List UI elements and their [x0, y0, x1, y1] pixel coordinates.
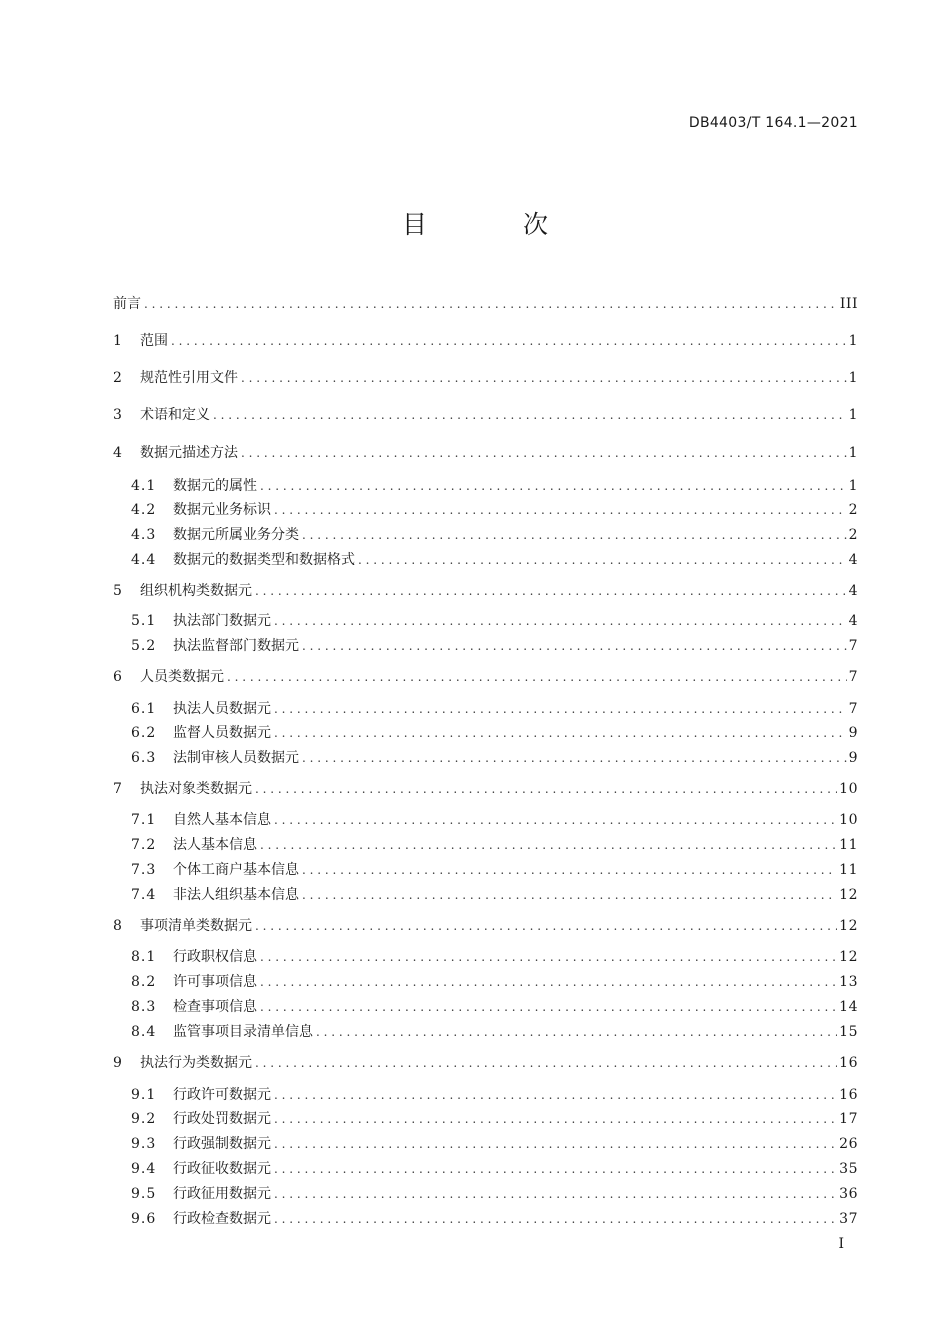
- toc-dot-leader: [274, 1084, 837, 1106]
- toc-entry-title: 个体工商户基本信息: [173, 862, 299, 878]
- toc-entry[interactable]: [113, 666, 858, 688]
- toc-dot-leader: [274, 698, 847, 720]
- toc-entry[interactable]: [131, 524, 858, 546]
- toc-entry-page: 13: [839, 974, 858, 990]
- toc-entry-page: 9: [848, 725, 858, 741]
- toc-entry-page: 15: [839, 1024, 858, 1040]
- toc-entry-number: 3: [113, 407, 122, 423]
- toc-entry-title: 执法部门数据元: [173, 613, 271, 629]
- toc-entry-number: 5.1: [131, 613, 157, 629]
- toc-entry-page: 10: [839, 781, 858, 797]
- toc-dot-leader: [274, 610, 847, 632]
- toc-entry[interactable]: [131, 610, 858, 632]
- toc-entry-page: 4: [848, 552, 858, 568]
- toc-dot-leader: [274, 722, 847, 744]
- toc-entry-page: 16: [839, 1055, 858, 1071]
- toc-entry[interactable]: [113, 367, 858, 389]
- toc-entry-title: 法人基本信息: [173, 837, 257, 853]
- toc-dot-leader: [260, 834, 837, 856]
- toc-dot-leader: [302, 859, 837, 881]
- toc-dot-leader: [260, 946, 837, 968]
- toc-entry-page: 36: [839, 1186, 858, 1202]
- toc-entry-number: 9.5: [131, 1186, 157, 1202]
- toc-entry-page: 1: [848, 370, 858, 386]
- toc-entry[interactable]: [131, 1183, 858, 1205]
- toc-dot-leader: [302, 524, 847, 546]
- toc-entry-page: 10: [839, 812, 858, 828]
- toc-entry[interactable]: [113, 915, 858, 937]
- toc-entry[interactable]: [131, 834, 858, 856]
- toc-entry[interactable]: [131, 747, 858, 769]
- toc-entry-page: 1: [848, 333, 858, 349]
- toc-entry[interactable]: [131, 499, 858, 521]
- toc-entry-page: 16: [839, 1087, 858, 1103]
- toc-entry-page: 12: [839, 887, 858, 903]
- toc-entry-number: 8.2: [131, 974, 157, 990]
- toc-entry[interactable]: [131, 475, 858, 497]
- toc-dot-leader: [171, 330, 847, 352]
- toc-entry-page: 14: [839, 999, 858, 1015]
- toc-entry-title: 术语和定义: [140, 407, 210, 423]
- toc-entry-page: 1: [848, 478, 858, 494]
- document-code: DB4403/T 164.1—2021: [688, 115, 858, 131]
- toc-dot-leader: [302, 747, 847, 769]
- toc-entry-title: 行政许可数据元: [173, 1087, 271, 1103]
- toc-entry-number: 4.3: [131, 527, 157, 543]
- toc-entry-page: 9: [848, 750, 858, 766]
- toc-entry[interactable]: [131, 996, 858, 1018]
- toc-entry-number: 8.1: [131, 949, 157, 965]
- toc-entry-page: 2: [848, 527, 858, 543]
- toc-entry[interactable]: [131, 1108, 858, 1130]
- toc-entry-number: 8.4: [131, 1024, 157, 1040]
- toc-entry-page: 2: [848, 502, 858, 518]
- toc-entry-number: 8.3: [131, 999, 157, 1015]
- toc-entry-number: 2: [113, 370, 122, 386]
- toc-dot-leader: [255, 915, 837, 937]
- toc-entry[interactable]: [113, 442, 858, 464]
- toc-dot-leader: [260, 475, 847, 497]
- toc-dot-leader: [255, 1052, 837, 1074]
- toc-entry-number: 6.1: [131, 701, 157, 717]
- toc-entry[interactable]: [131, 722, 858, 744]
- toc-entry-page: 1: [848, 445, 858, 461]
- toc-entry-number: 9.1: [131, 1087, 157, 1103]
- toc-dot-leader: [316, 1021, 837, 1043]
- toc-entry-title: 数据元所属业务分类: [173, 527, 299, 543]
- toc-dot-leader: [274, 1108, 837, 1130]
- toc-entry-number: 7: [113, 781, 122, 797]
- toc-entry[interactable]: [131, 698, 858, 720]
- toc-entry-page: 11: [839, 862, 858, 878]
- toc-dot-leader: [241, 442, 847, 464]
- toc-dot-leader: [227, 666, 847, 688]
- toc-entry-title: 组织机构类数据元: [140, 583, 252, 599]
- toc-entry-number: 7.3: [131, 862, 157, 878]
- toc-dot-leader: [302, 635, 847, 657]
- toc-entry-title: 数据元描述方法: [140, 445, 238, 461]
- toc-entry-number: 7.1: [131, 812, 157, 828]
- toc-entry-title: 规范性引用文件: [140, 370, 238, 386]
- page-number: I: [838, 1236, 844, 1252]
- toc-entry[interactable]: [131, 1208, 858, 1230]
- toc-dot-leader: [241, 367, 847, 389]
- toc-entry-number: 9.3: [131, 1136, 157, 1152]
- toc-entry-page: 17: [839, 1111, 858, 1127]
- toc-entry-title: 数据元的属性: [173, 478, 257, 494]
- toc-entry[interactable]: [131, 809, 858, 831]
- toc-entry-page: 7: [848, 669, 858, 685]
- toc-dot-leader: [302, 884, 837, 906]
- toc-entry-number: 8: [113, 918, 122, 934]
- toc-entry-title: 数据元业务标识: [173, 502, 271, 518]
- toc-entry-title: 行政处罚数据元: [173, 1111, 271, 1127]
- toc-entry[interactable]: [131, 884, 858, 906]
- toc-entry-title: 许可事项信息: [173, 974, 257, 990]
- toc-entry[interactable]: [131, 635, 858, 657]
- toc-dot-leader: [274, 809, 837, 831]
- toc-entry-page: 35: [839, 1161, 858, 1177]
- toc-entry-number: 7.4: [131, 887, 157, 903]
- toc-entry[interactable]: [113, 1052, 858, 1074]
- toc-dot-leader: [255, 778, 837, 800]
- toc-entry-title: 非法人组织基本信息: [173, 887, 299, 903]
- toc-entry-title: 行政检查数据元: [173, 1211, 271, 1227]
- toc-entry[interactable]: [131, 1021, 858, 1043]
- toc-entry-number: 9.6: [131, 1211, 157, 1227]
- toc-entry-title: 数据元的数据类型和数据格式: [173, 552, 355, 568]
- toc-entry[interactable]: [131, 1158, 858, 1180]
- toc-entry[interactable]: [131, 971, 858, 993]
- toc-entry-number: 6.2: [131, 725, 157, 741]
- toc-entry-number: 6.3: [131, 750, 157, 766]
- toc-entry-title: 检查事项信息: [173, 999, 257, 1015]
- toc-entry-title: 执法对象类数据元: [140, 781, 252, 797]
- toc-entry[interactable]: [131, 549, 858, 571]
- toc-entry-title: 行政征用数据元: [173, 1186, 271, 1202]
- toc-entry[interactable]: [131, 1084, 858, 1106]
- toc-entry-number: 4.4: [131, 552, 157, 568]
- toc-entry-title: 自然人基本信息: [173, 812, 271, 828]
- toc-entry-title: 行政强制数据元: [173, 1136, 271, 1152]
- toc-entry-number: 5: [113, 583, 122, 599]
- toc-dot-leader: [213, 404, 847, 426]
- toc-entry-number: 4: [113, 445, 122, 461]
- toc-entry[interactable]: [113, 580, 858, 602]
- toc-entry-page: 12: [839, 918, 858, 934]
- toc-dot-leader: [260, 971, 837, 993]
- toc-dot-leader: [144, 293, 838, 315]
- toc-entry[interactable]: [113, 404, 858, 426]
- toc-entry-page: 12: [839, 949, 858, 965]
- toc-entry-number: 6: [113, 669, 122, 685]
- toc-entry-title: 行政征收数据元: [173, 1161, 271, 1177]
- toc-dot-leader: [274, 1158, 837, 1180]
- toc-entry-title: 执法人员数据元: [173, 701, 271, 717]
- toc-entry-number: 5.2: [131, 638, 157, 654]
- toc-entry-title: 人员类数据元: [140, 669, 224, 685]
- toc-entry-title: 事项清单类数据元: [140, 918, 252, 934]
- toc-entry-number: 4.1: [131, 478, 157, 494]
- toc-entry-page: 1: [848, 407, 858, 423]
- toc-dot-leader: [255, 580, 847, 602]
- toc-entry-number: 9.2: [131, 1111, 157, 1127]
- toc-entry-page: 4: [848, 613, 858, 629]
- toc-entry[interactable]: [113, 293, 858, 315]
- toc-entry-number: 7.2: [131, 837, 157, 853]
- toc-entry-title: 监管事项目录清单信息: [173, 1024, 313, 1040]
- toc-entry-number: 1: [113, 333, 122, 349]
- toc-entry-title: 范围: [140, 333, 168, 349]
- toc-entry-page: 7: [848, 701, 858, 717]
- toc-entry-title: 行政职权信息: [173, 949, 257, 965]
- toc-entry[interactable]: [113, 778, 858, 800]
- toc-dot-leader: [274, 1208, 837, 1230]
- toc-dot-leader: [274, 499, 847, 521]
- toc-entry[interactable]: [131, 1133, 858, 1155]
- toc-entry[interactable]: [131, 946, 858, 968]
- toc-entry-page: 11: [839, 837, 858, 853]
- toc-entry-number: 9: [113, 1055, 122, 1071]
- toc-dot-leader: [274, 1183, 837, 1205]
- toc-entry-page: 4: [848, 583, 858, 599]
- toc-dot-leader: [260, 996, 837, 1018]
- toc-entry-number: 4.2: [131, 502, 157, 518]
- toc-entry-page: III: [839, 296, 858, 312]
- toc-entry-title: 前言: [113, 296, 141, 312]
- toc-entry[interactable]: [131, 859, 858, 881]
- toc-entry-title: 执法监督部门数据元: [173, 638, 299, 654]
- page-title: 目 次: [402, 210, 592, 239]
- toc-entry-page: 26: [839, 1136, 858, 1152]
- toc-entry-page: 7: [848, 638, 858, 654]
- toc-entry-title: 执法行为类数据元: [140, 1055, 252, 1071]
- toc-entry-number: 9.4: [131, 1161, 157, 1177]
- toc-dot-leader: [358, 549, 847, 571]
- toc-entry-title: 监督人员数据元: [173, 725, 271, 741]
- toc-entry-title: 法制审核人员数据元: [173, 750, 299, 766]
- toc-entry-page: 37: [839, 1211, 858, 1227]
- toc-dot-leader: [274, 1133, 837, 1155]
- toc-entry[interactable]: [113, 330, 858, 352]
